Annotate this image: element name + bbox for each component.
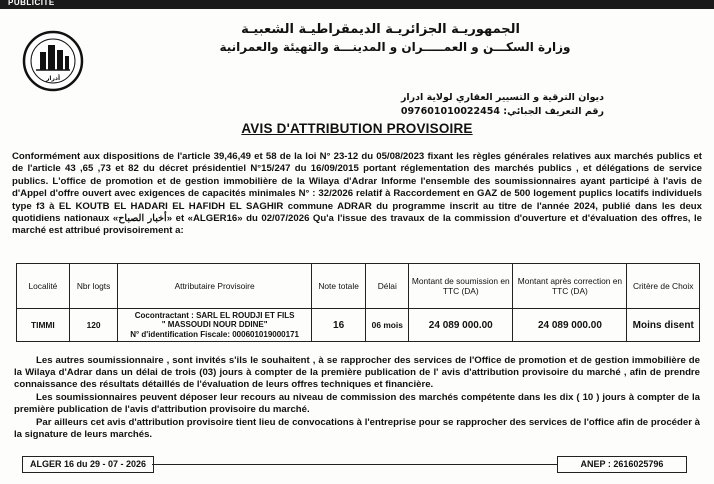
section-label: PUBLICITE bbox=[8, 0, 55, 7]
col-localite: Localité bbox=[17, 264, 70, 309]
republic-heading: الجمهوريـة الجزائريـة الديمقراطيـة الشعبيـة bbox=[241, 22, 520, 37]
anep-reference-box: ANEP : 2616025796 bbox=[557, 456, 687, 473]
cell-localite: TIMMI bbox=[17, 309, 70, 342]
col-montant-soumission: Montant de soumission en TTC (DA) bbox=[409, 264, 513, 309]
cell-delai: 06 mois bbox=[366, 309, 409, 342]
footer-paragraph-3: Par ailleurs cet avis d'attribution provisoire tient lieu de convocations à l'entreprise pour se rapprocher des services de l'office afin de procéder à la signature de leurs marchés. bbox=[14, 417, 700, 441]
col-nbr-logts: Nbr logts bbox=[69, 264, 118, 309]
attributaire-line1: Cocontractant : SARL EL ROUDJI ET FILS bbox=[134, 310, 295, 320]
footer-paragraph-2: Les soumissionnaires peuvent déposer leur recours au niveau de commission des marchés compétente dans les dix ( 10 ) jours à compter de la première publication de l'avis d'attribution provisoire du marché. bbox=[14, 392, 700, 416]
cell-attributaire bbox=[118, 309, 311, 342]
office-nif bbox=[401, 106, 604, 117]
table-row bbox=[17, 309, 700, 342]
attributaire-nif-label: N° d'identification Fiscale: bbox=[130, 329, 230, 339]
attributaire-nif-value: 000601019000171 bbox=[232, 329, 299, 339]
logo-caption: أدرار bbox=[45, 75, 61, 82]
cell-montant-correction: 24 089 000.00 bbox=[513, 309, 627, 342]
cell-nbr-logts: 120 bbox=[69, 309, 118, 342]
publication-date-box: ALGER 16 du 29 - 07 - 2026 bbox=[22, 456, 154, 473]
col-montant-correction: Montant après correction en TTC (DA) bbox=[513, 264, 627, 309]
nif-label: رقم التعريف الجبائي: bbox=[503, 106, 604, 117]
nif-value: 097601010022454 bbox=[400, 106, 500, 117]
publicity-banner bbox=[0, 0, 714, 9]
intro-paragraph: Conformément aux dispositions de l'article 39,46,49 et 58 de la loi N° 23-12 du 05/08/2023 fixant les règles générales relatives aux marchés publics et de l'article 43 ,65 ,73 et 82 du décret présidentiel N°15/247 du 16/09/2015 portant réglementation des marchés publics , et délégations de service publics. L'office de promotion et de gestion immobilière de la Wilaya d'Adrar Informe l'ensemble des soumissionnaires ayant participé à l'avis de d'Appel d'offre ouvert avec exigences de capacités minimales N° : 32/2026 relatif à Raccordement en GAZ de 500 logement puplics locatifs individuels type f3 à EL KOUTB EL HADARI EL HAFIDH EL SAGHIR commune ADRAR du programme inscrit au titre de l'année 2024, publié dans les deux quotidiens nationaux «أخبار الصباح» et «ALGER16» du 02/07/2026 Qu'a l'issue des travaux de la commission d'ouverture et d'évaluation des offres, le marché est attribué provisoirement a: bbox=[12, 151, 702, 237]
attributaire-line2: " MASSOUDI NOUR DDINE" bbox=[161, 320, 268, 330]
col-critere: Critère de Choix bbox=[627, 264, 700, 309]
table-header-row bbox=[17, 264, 700, 309]
footer-paragraph-1: Les autres soumissionnaire , sont invités s'ils le souhaitent , à se rapprocher des services de l'Office de promotion et de gestion immobilière de la Wilaya d'Adrar dans un délai de trois (03) jours à compter de la première publication de l' avis d'attribution provisoire du marché , afin de prendre connaissance des résultats détaillés de l'évaluation de leurs offres techniques et financière. bbox=[14, 355, 700, 391]
office-name: ديوان الترقية و التسيير العقاري لولاية ادرار bbox=[400, 92, 604, 103]
footer-divider bbox=[152, 464, 557, 465]
notice-title: AVIS D'ATTRIBUTION PROVISOIRE bbox=[241, 121, 473, 136]
attribution-table bbox=[16, 263, 700, 342]
col-delai: Délai bbox=[366, 264, 409, 309]
col-attributaire: Attributaire Provisoire bbox=[118, 264, 311, 309]
attributaire-nif bbox=[120, 330, 308, 340]
col-note: Note totale bbox=[311, 264, 366, 309]
cell-note: 16 bbox=[311, 309, 366, 342]
cell-montant-soumission: 24 089 000.00 bbox=[409, 309, 513, 342]
cell-critere: Moins disent bbox=[627, 309, 700, 342]
ministry-heading: وزارة السكـــن و العمـــــران و المدينـــة والتهيئة والعمرانية bbox=[219, 40, 571, 54]
opgi-adrar-seal-icon bbox=[22, 30, 84, 92]
